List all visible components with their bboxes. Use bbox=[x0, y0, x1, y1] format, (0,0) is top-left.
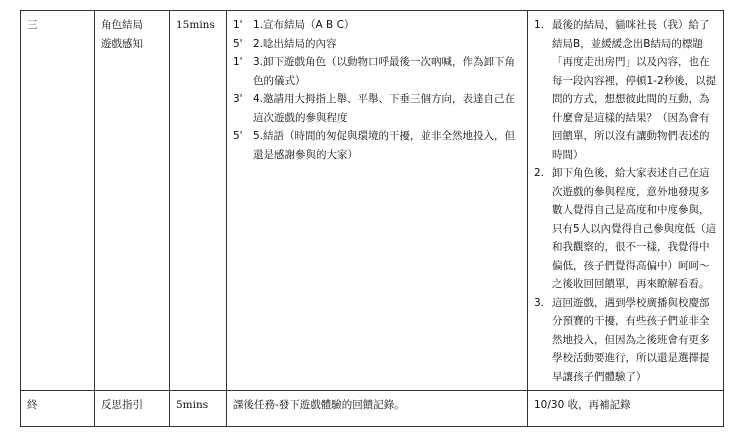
step-minutes: 3' bbox=[233, 93, 243, 105]
table-row bbox=[21, 391, 724, 427]
note-number: 1. bbox=[534, 19, 545, 31]
step-text: 5.結語（時間的匆促與環境的干擾，並非全然地投入，但還是感謝參與的大家） bbox=[253, 130, 516, 161]
time-cell: 5mins bbox=[170, 391, 227, 427]
step-item bbox=[233, 127, 521, 164]
stage-cell: 三 bbox=[21, 11, 95, 391]
steps-cell bbox=[227, 11, 528, 391]
activity-title: 角色結局 bbox=[101, 19, 143, 31]
step-minutes: 1' bbox=[233, 19, 243, 31]
activity-cell bbox=[95, 391, 170, 427]
step-item bbox=[233, 90, 521, 127]
step-minutes: 5' bbox=[233, 37, 243, 50]
note-item bbox=[534, 16, 717, 164]
time-cell: 15mins bbox=[170, 11, 227, 391]
step-text: 4.邀請用大拇指上舉、平舉、下垂三個方向，表達自己在這次遊戲的參與程度 bbox=[253, 93, 516, 124]
step-item bbox=[233, 35, 521, 54]
note-item bbox=[534, 294, 717, 387]
note-item bbox=[534, 164, 717, 294]
note-cell: 10/30 收，再補記錄 bbox=[528, 391, 724, 427]
note-number: 3. bbox=[534, 296, 545, 309]
step-text: 1.宣布結局（A B C） bbox=[253, 19, 355, 31]
notes-cell bbox=[528, 11, 724, 391]
step-minutes: 5' bbox=[233, 130, 243, 142]
lesson-plan-table bbox=[20, 10, 724, 427]
step-item bbox=[233, 16, 521, 35]
note-text: 卸下角色後，給大家表述自己在這次遊戲的參與程度，意外地發現多數人覺得自己是高度和中度參與，只有5人以內覺得自己參與度低（這和我觀察的，很不一樣，我覺得中偏低，孩子們覺得高偏中）呵呵～之後收回回饋單，再來瞭解看看。 bbox=[552, 167, 717, 290]
task-cell: 課後任務-發下遊戲體驗的回饋記錄。 bbox=[227, 391, 528, 427]
step-text: 2.唸出結局的內容 bbox=[253, 37, 337, 50]
activity-subtitle: 遊戲感知 bbox=[101, 37, 143, 50]
activity-cell bbox=[95, 11, 170, 391]
step-item bbox=[233, 53, 521, 90]
step-minutes: 1' bbox=[233, 56, 243, 68]
note-text: 這回遊戲，遇到學校廣播與校慶部分預賽的干擾，有些孩子們並非全然地投入，但因為之後班會有更多學校活動要進行，所以還是選擇提早讓孩子們體驗了） bbox=[552, 296, 710, 383]
table-row bbox=[21, 11, 724, 391]
step-text: 3.卸下遊戲角色（以動物口呼最後一次吶喊，作為卸下角色的儀式） bbox=[253, 56, 516, 87]
stage-cell: 終 bbox=[21, 391, 95, 427]
note-number: 2. bbox=[534, 167, 545, 179]
activity-title: 反思指引 bbox=[101, 399, 143, 411]
note-text: 最後的結局，貓咪社長（我）給了結局B，並緩緩念出B結局的標題「再度走出房門」以及內容，也在每一段內容裡，停頓1-2秒後，以提問的方式，想想彼此間的互動，為什麼會是這樣的結果？（因為會有回饋單，所以沒有讓動物們表述的時間） bbox=[552, 19, 717, 161]
